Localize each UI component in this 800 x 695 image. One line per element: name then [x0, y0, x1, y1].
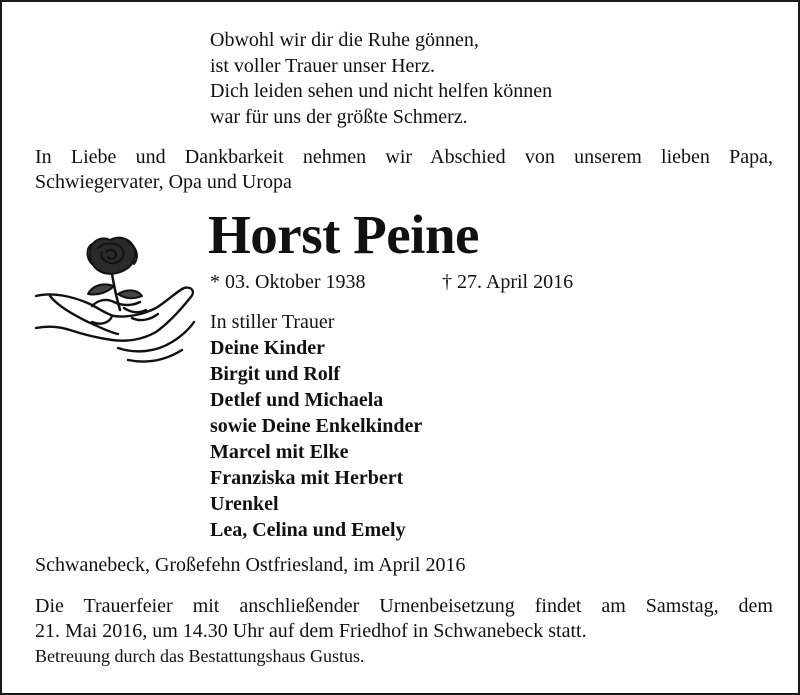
death-date: † 27. April 2016 [442, 271, 574, 293]
poem [210, 28, 552, 130]
funeral-line: 21. Mai 2016, um 14.30 Uhr auf dem Friedhof in Schwanebeck statt. [35, 620, 587, 642]
mourner-name: sowie Deine Enkelkinder [210, 415, 423, 437]
funeral-line: Die Trauerfeier mit anschließender Urnenbeisetzung findet am Samstag, dem [35, 595, 773, 617]
intro-line: Schwiegervater, Opa und Uropa [35, 171, 292, 193]
mourners-list [210, 309, 422, 543]
funeral-info [35, 594, 773, 668]
mourner-name: Urenkel [210, 493, 279, 515]
mourner-name: Lea, Celina und Emely [210, 519, 406, 541]
birth-date: * 03. Oktober 1938 [210, 271, 366, 293]
poem-line: Dich leiden sehen und nicht helfen können [210, 80, 553, 102]
mourner-name: Detlef und Michaela [210, 389, 384, 411]
place-and-date: Schwanebeck, Großefehn Ostfriesland, im April 2016 [35, 554, 466, 576]
mourners-heading: In stiller Trauer [210, 311, 335, 333]
mourner-name: Birgit und Rolf [210, 363, 341, 385]
life-dates [210, 270, 574, 295]
rose-in-hands-icon [32, 230, 202, 375]
mourner-name: Marcel mit Elke [210, 441, 349, 463]
intro-line: In Liebe und Dankbarkeit nehmen wir Abschied von unserem lieben Papa, [35, 146, 773, 168]
funeral-home-line: Betreuung durch das Bestattungshaus Gustus. [35, 646, 365, 666]
poem-line: Obwohl wir dir die Ruhe gönnen, [210, 29, 479, 51]
mourner-name: Franziska mit Herbert [210, 467, 404, 489]
intro-text [35, 145, 773, 195]
mourner-name: Deine Kinder [210, 337, 325, 359]
poem-line: ist voller Trauer unser Herz. [210, 54, 435, 77]
poem-line: war für uns der größte Schmerz. [210, 105, 468, 128]
deceased-name: Horst Peine [208, 204, 479, 265]
